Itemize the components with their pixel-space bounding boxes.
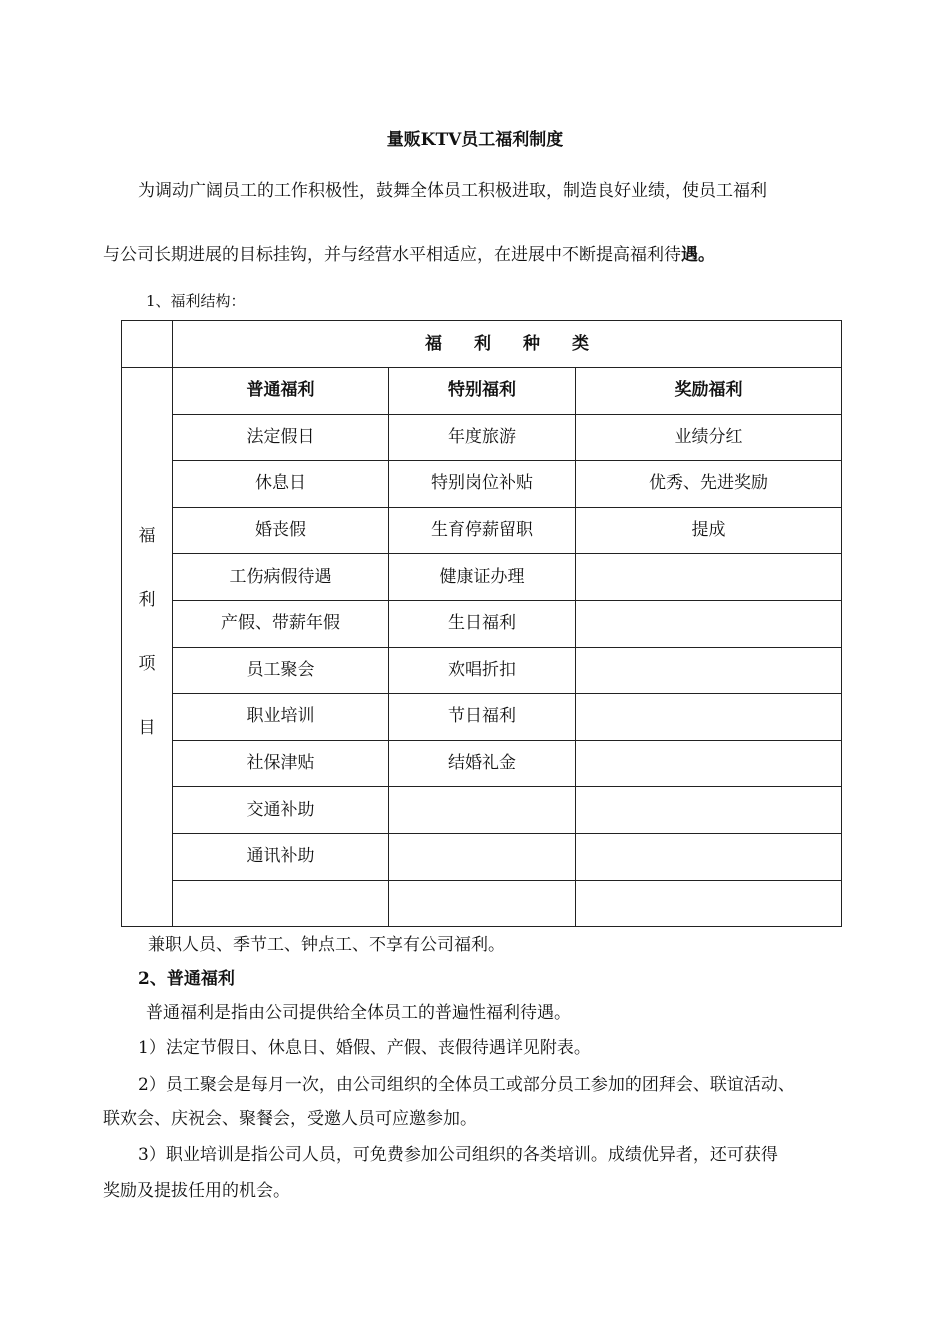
benefit-items-label-char: 目 <box>138 718 156 738</box>
general-benefit-cell <box>173 880 389 927</box>
section-2-definition: 普通福利是指由公司提供给全体员工的普遍性福利待遇。 <box>146 1003 571 1023</box>
table-row <box>122 507 842 554</box>
table-row <box>122 694 842 741</box>
table-row <box>122 833 842 880</box>
special-benefit-cell: 节日福利 <box>389 694 576 741</box>
general-benefit-cell: 员工聚会 <box>173 647 389 694</box>
benefit-items-label-char: 项 <box>138 654 156 674</box>
general-benefit-cell: 通讯补助 <box>173 833 389 880</box>
intro-line-2 <box>103 240 715 265</box>
reward-benefit-cell <box>576 647 842 694</box>
special-benefit-cell: 欢唱折扣 <box>389 647 576 694</box>
section-1-heading: 1、福利结构： <box>146 292 246 310</box>
general-benefit-cell: 工伤病假待遇 <box>173 554 389 601</box>
section-2-item-2-line-1: 2）员工聚会是每月一次，由公司组织的全体员工或部分员工参加的团拜会、联谊活动、 <box>138 1075 795 1095</box>
table-row <box>122 461 842 508</box>
intro-line-2-end: 遇。 <box>681 245 715 265</box>
section-2-item-2-line-2: 联欢会、庆祝会、聚餐会，受邀人员可应邀参加。 <box>103 1109 477 1129</box>
special-benefit-cell <box>389 787 576 834</box>
general-benefit-cell: 社保津贴 <box>173 740 389 787</box>
special-benefit-cell: 结婚礼金 <box>389 740 576 787</box>
table-row <box>122 554 842 601</box>
benefit-items-label-char: 福 <box>138 526 156 546</box>
general-benefit-cell: 休息日 <box>173 461 389 508</box>
table-corner-cell <box>122 321 173 368</box>
benefit-type-header <box>173 321 842 368</box>
general-benefit-cell: 交通补助 <box>173 787 389 834</box>
reward-benefit-cell <box>576 600 842 647</box>
intro-line-1: 为调动广阔员工的工作积极性，鼓舞全体员工积极进取，制造良好业绩，使员工福利 <box>138 181 767 201</box>
table-row <box>122 600 842 647</box>
special-benefit-cell: 健康证办理 <box>389 554 576 601</box>
special-benefit-cell <box>389 880 576 927</box>
section-2-item-1: 1）法定节假日、休息日、婚假、产假、丧假待遇详见附表。 <box>138 1038 591 1058</box>
table-row <box>122 647 842 694</box>
document-title: 量贩KTV员工福利制度 <box>386 130 564 150</box>
section-2-item-3-line-1: 3）职业培训是指公司人员，可免费参加公司组织的各类培训。成绩优异者，还可获得 <box>138 1145 778 1165</box>
section-2-item-3-line-2: 奖励及提拔任用的机会。 <box>103 1181 290 1201</box>
reward-benefit-column-header: 奖励福利 <box>576 368 842 415</box>
reward-benefit-cell <box>576 880 842 927</box>
benefit-type-label: 福利种类 <box>425 333 621 354</box>
intro-line-2-text: 与公司长期进展的目标挂钩，并与经营水平相适应，在进展中不断提高福利待 <box>103 245 681 265</box>
general-benefit-cell: 法定假日 <box>173 414 389 461</box>
benefit-items-label-char: 利 <box>138 590 156 610</box>
note-text: 兼职人员、季节工、钟点工、不享有公司福利。 <box>148 935 505 955</box>
benefit-items-label-cell <box>122 368 173 927</box>
benefits-structure-table <box>121 320 842 927</box>
general-benefit-cell: 职业培训 <box>173 694 389 741</box>
reward-benefit-cell <box>576 694 842 741</box>
reward-benefit-cell: 优秀、先进奖励 <box>576 461 842 508</box>
special-benefit-cell: 生育停薪留职 <box>389 507 576 554</box>
special-benefit-cell: 年度旅游 <box>389 414 576 461</box>
reward-benefit-cell <box>576 554 842 601</box>
reward-benefit-cell <box>576 787 842 834</box>
reward-benefit-cell <box>576 740 842 787</box>
special-benefit-cell: 生日福利 <box>389 600 576 647</box>
special-benefit-cell <box>389 833 576 880</box>
reward-benefit-cell: 业绩分红 <box>576 414 842 461</box>
special-benefit-column-header: 特别福利 <box>389 368 576 415</box>
table-row <box>122 414 842 461</box>
reward-benefit-cell <box>576 833 842 880</box>
section-2-heading: 2、普通福利 <box>138 969 235 989</box>
table-row <box>122 787 842 834</box>
table-row <box>122 880 842 927</box>
special-benefit-cell: 特别岗位补贴 <box>389 461 576 508</box>
reward-benefit-cell: 提成 <box>576 507 842 554</box>
general-benefit-cell: 婚丧假 <box>173 507 389 554</box>
table-row <box>122 740 842 787</box>
general-benefit-column-header: 普通福利 <box>173 368 389 415</box>
general-benefit-cell: 产假、带薪年假 <box>173 600 389 647</box>
